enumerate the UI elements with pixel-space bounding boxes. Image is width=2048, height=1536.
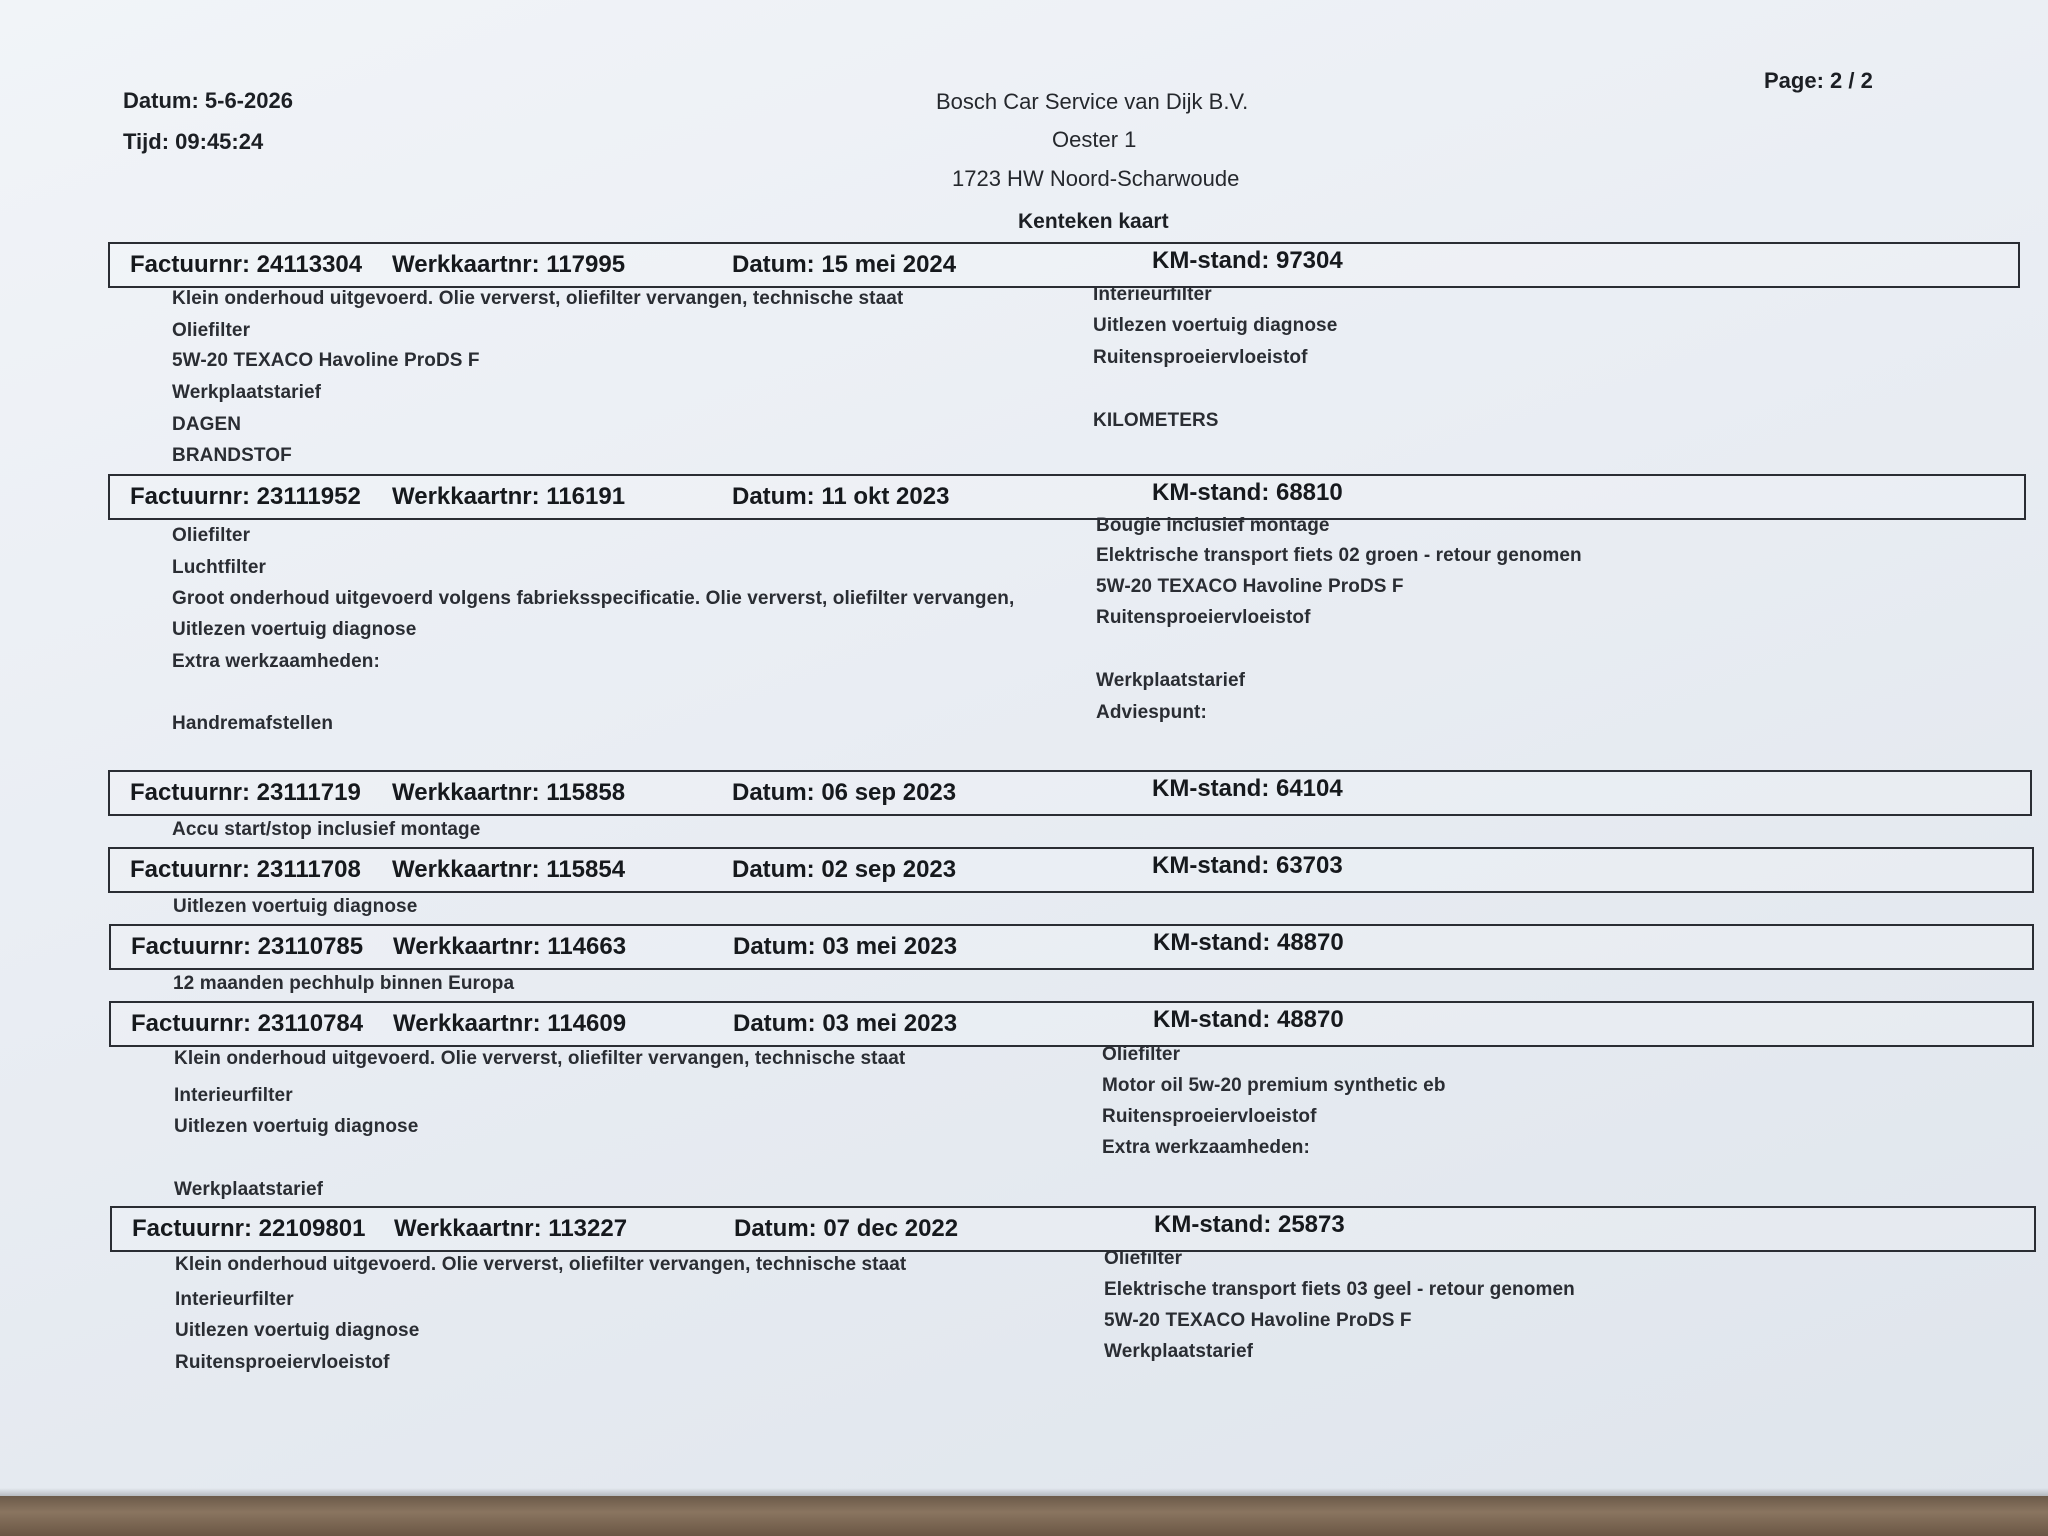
odometer-reading: KM-stand: 64104 [1152,775,1343,802]
record-date: Datum: 11 okt 2023 [732,483,950,510]
record-date: Datum: 02 sep 2023 [732,856,957,883]
work-item: Klein onderhoud uitgevoerd. Olie ververst, oliefilter vervangen, technische staat [172,288,904,309]
invoice-number: Factuurnr: 24113304 [130,251,363,278]
work-item: Motor oil 5w-20 premium synthetic eb [1102,1075,1446,1096]
page-number: Page: 2 / 2 [1764,68,1873,93]
record-date: Datum: 03 mei 2023 [733,933,958,960]
work-item: Adviespunt: [1096,702,1207,723]
print-time: Tijd: 09:45:24 [123,129,264,154]
invoice-number: Factuurnr: 23111708 [130,856,361,883]
work-item: Klein onderhoud uitgevoerd. Olie ververst, oliefilter vervangen, technische staat [175,1254,907,1275]
invoice-number: Factuurnr: 22109801 [132,1215,366,1242]
wooden-table-edge [0,1496,2048,1536]
odometer-reading: KM-stand: 48870 [1153,1006,1344,1033]
work-item: Werkplaatstarief [1096,670,1246,691]
work-item: Elektrische transport fiets 02 groen - retour genomen [1096,545,1582,566]
workorder-number: Werkkaartnr: 116191 [392,483,626,510]
odometer-reading: KM-stand: 63703 [1152,852,1343,879]
record-date: Datum: 15 mei 2024 [732,251,957,278]
work-item: 5W-20 TEXACO Havoline ProDS F [1104,1310,1412,1331]
work-item: Werkplaatstarief [174,1179,324,1200]
work-item: Bougie inclusief montage [1096,515,1330,536]
work-item: Extra werkzaamheden: [172,651,380,672]
invoice-number: Factuurnr: 23110784 [131,1010,364,1037]
work-item: Interieurfilter [175,1289,294,1310]
work-item: Ruitensproeiervloeistof [1102,1106,1317,1127]
work-item: Interieurfilter [1093,284,1212,305]
work-item: Uitlezen voertuig diagnose [172,619,417,640]
work-item: DAGEN [172,414,242,435]
work-item: Luchtfilter [172,557,266,578]
workorder-number: Werkkaartnr: 115854 [392,856,626,883]
work-item: Oliefilter [1102,1044,1181,1065]
workorder-number: Werkkaartnr: 117995 [392,251,626,278]
document-title: Kenteken kaart [1018,210,1169,233]
work-item: 5W-20 TEXACO Havoline ProDS F [1096,576,1404,597]
work-item: Accu start/stop inclusief montage [172,819,481,840]
invoice-number: Factuurnr: 23110785 [131,933,364,960]
work-item: Groot onderhoud uitgevoerd volgens fabrieksspecificatie. Olie ververst, oliefilter vervangen, [172,588,1015,609]
record-date: Datum: 03 mei 2023 [733,1010,958,1037]
company-name: Bosch Car Service van Dijk B.V. [936,89,1249,114]
invoice-number: Factuurnr: 23111952 [130,483,361,510]
workorder-number: Werkkaartnr: 113227 [394,1215,628,1242]
work-item: Ruitensproeiervloeistof [1096,607,1311,628]
work-item: Werkplaatstarief [1104,1341,1254,1362]
odometer-reading: KM-stand: 48870 [1153,929,1344,956]
work-item: KILOMETERS [1093,410,1219,431]
invoice-number: Factuurnr: 23111719 [130,779,361,806]
record-date: Datum: 06 sep 2023 [732,779,957,806]
work-item: Ruitensproeiervloeistof [1093,347,1308,368]
work-item: Uitlezen voertuig diagnose [175,1320,420,1341]
record-date: Datum: 07 dec 2022 [734,1215,959,1242]
workorder-number: Werkkaartnr: 114609 [393,1010,627,1037]
work-item: Uitlezen voertuig diagnose [1093,315,1338,336]
work-item: Oliefilter [172,320,251,341]
work-item: Interieurfilter [174,1085,293,1106]
work-item: Ruitensproeiervloeistof [175,1352,390,1373]
work-item: BRANDSTOF [172,445,292,466]
work-item: Uitlezen voertuig diagnose [173,896,418,917]
work-item: Oliefilter [1104,1248,1183,1269]
workorder-number: Werkkaartnr: 115858 [392,779,626,806]
work-item: Extra werkzaamheden: [1102,1137,1310,1158]
work-item: Elektrische transport fiets 03 geel - retour genomen [1104,1279,1575,1300]
company-city: 1723 HW Noord-Scharwoude [952,166,1240,191]
odometer-reading: KM-stand: 25873 [1154,1211,1345,1238]
print-date: Datum: 5-6-2026 [123,88,293,113]
odometer-reading: KM-stand: 68810 [1152,479,1343,506]
work-item: 12 maanden pechhulp binnen Europa [173,973,515,994]
company-street: Oester 1 [1052,127,1137,152]
work-item: Klein onderhoud uitgevoerd. Olie ververst, oliefilter vervangen, technische staat [174,1048,906,1069]
work-item: Handremafstellen [172,713,334,734]
workorder-number: Werkkaartnr: 114663 [393,933,627,960]
work-item: 5W-20 TEXACO Havoline ProDS F [172,350,480,371]
odometer-reading: KM-stand: 97304 [1152,247,1343,274]
work-item: Uitlezen voertuig diagnose [174,1116,419,1137]
work-item: Oliefilter [172,525,251,546]
work-item: Werkplaatstarief [172,382,322,403]
